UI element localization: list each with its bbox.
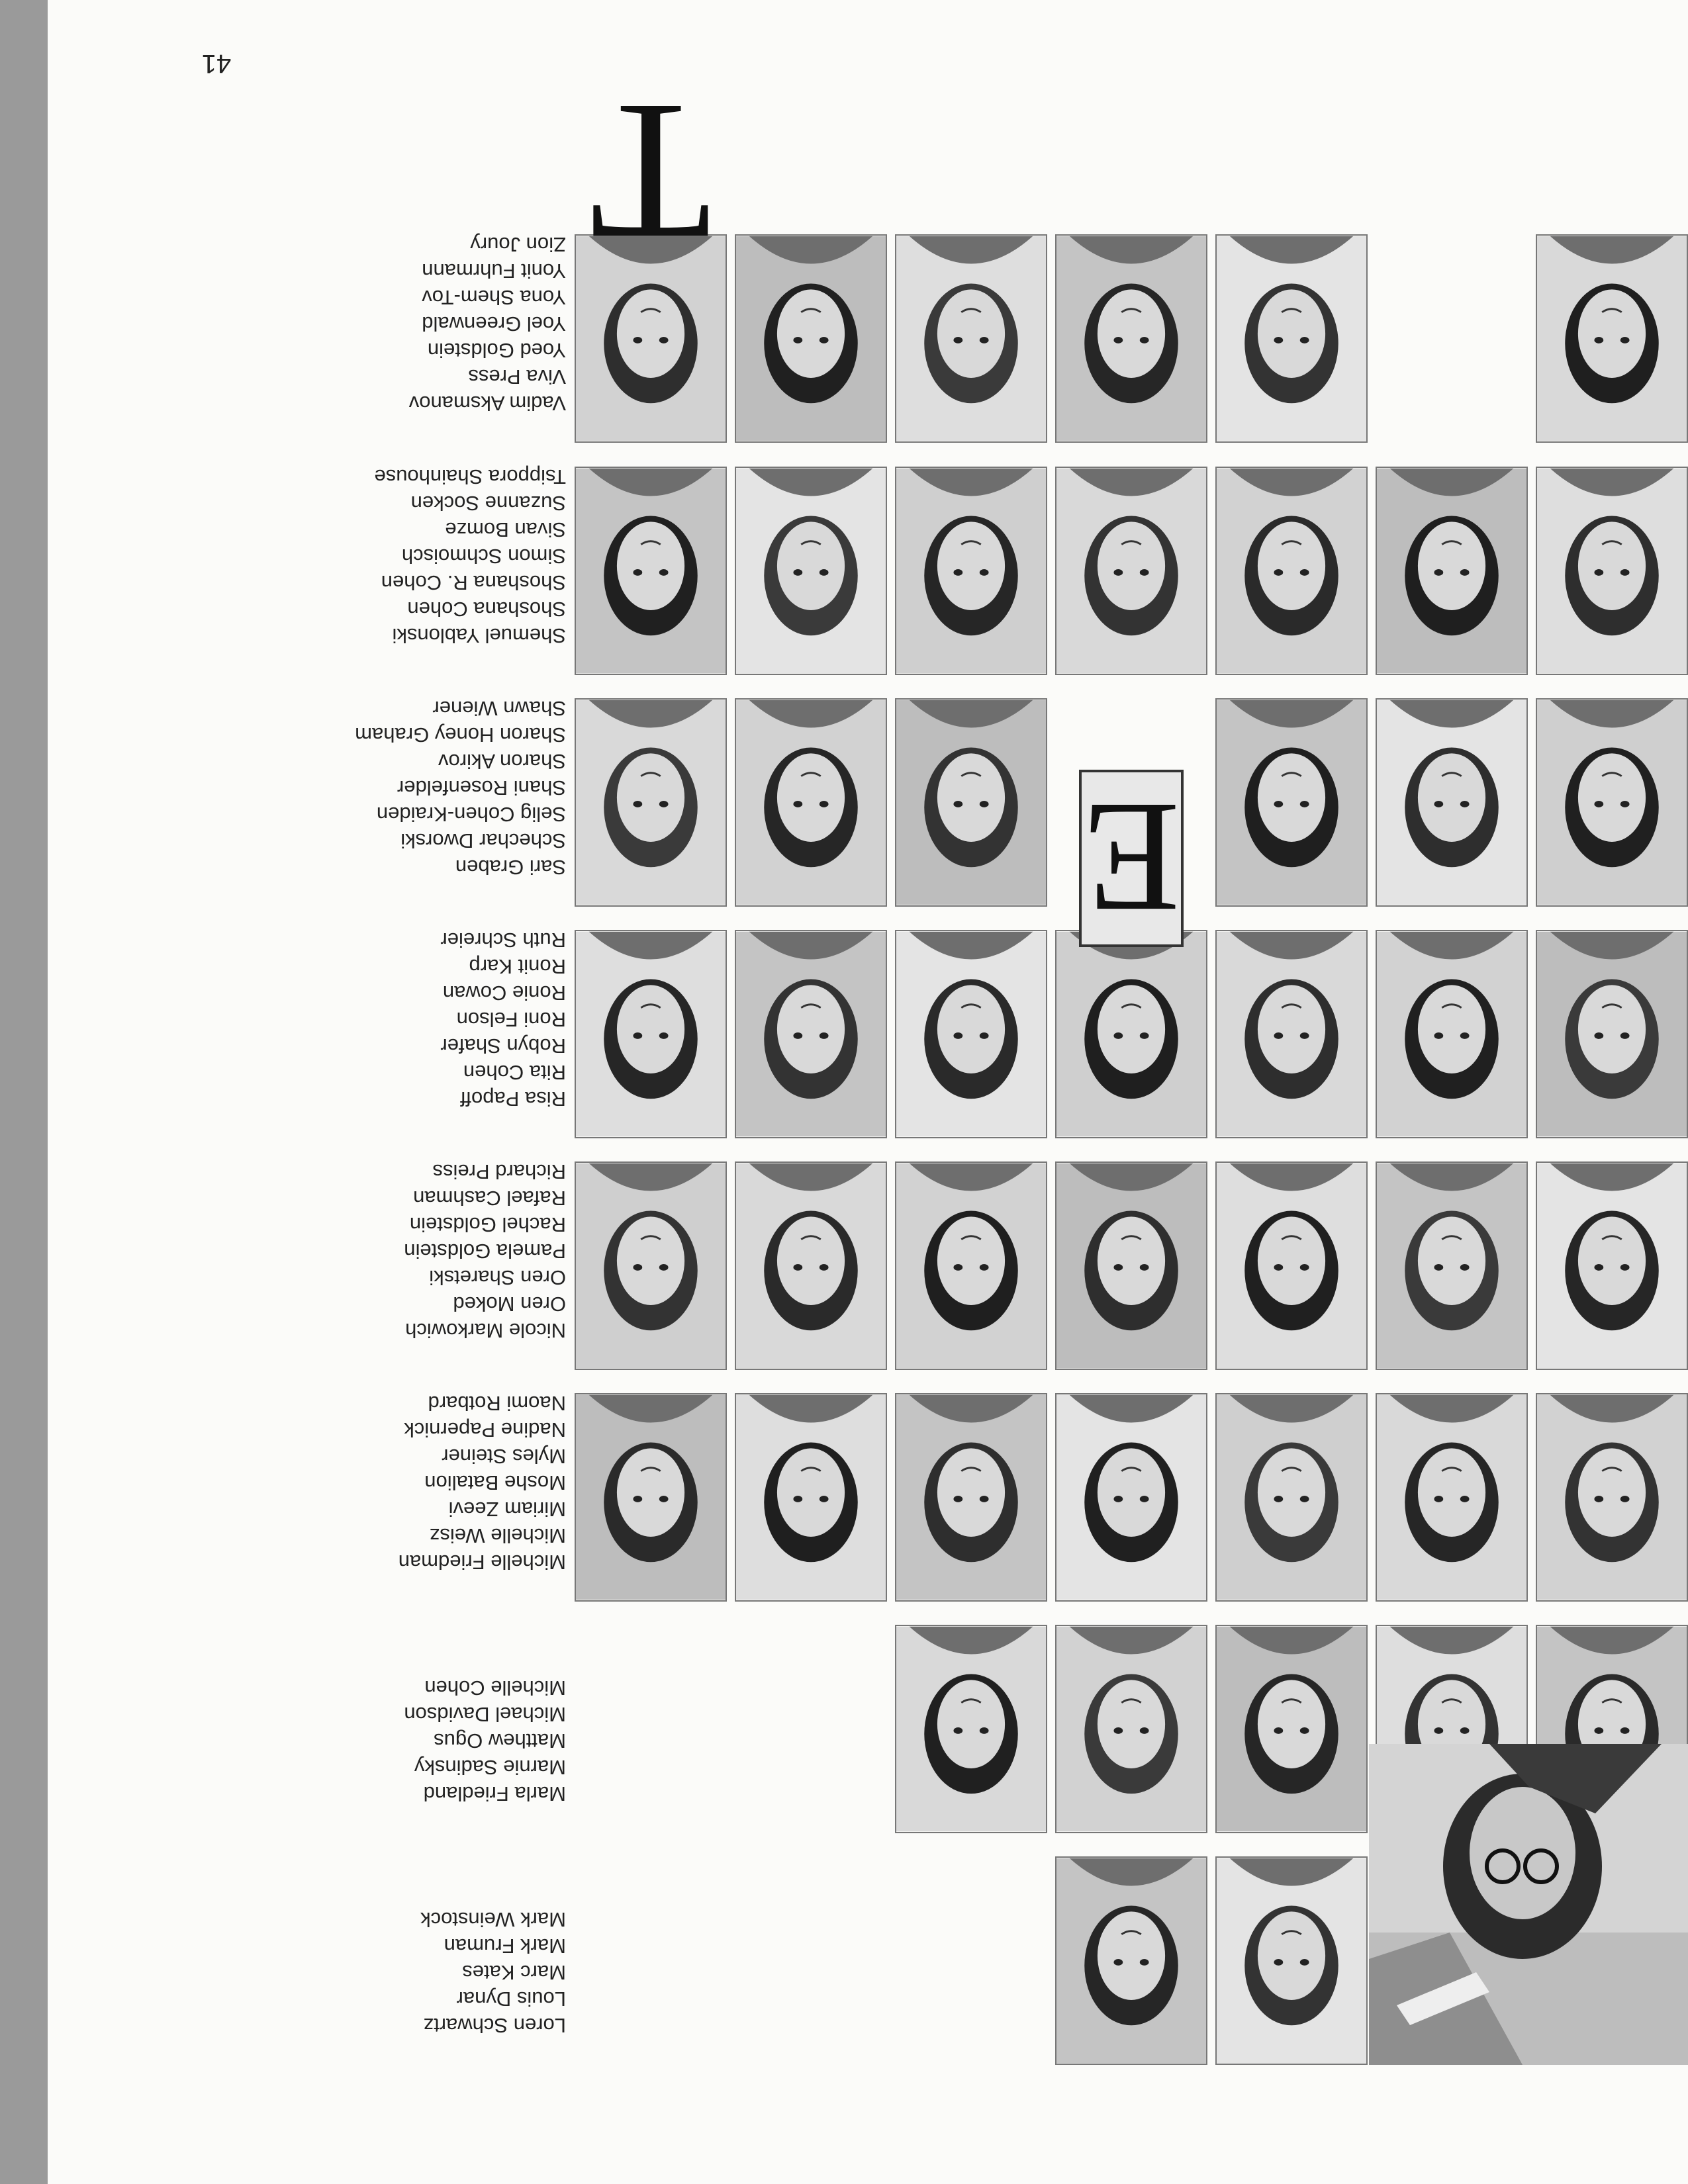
student-name: Yona Shem-Tov xyxy=(422,286,566,309)
student-name: Rachel Goldstein xyxy=(409,1213,566,1236)
student-name: Loren Schwartz xyxy=(423,2014,566,2037)
student-portrait xyxy=(1215,234,1368,443)
student-name: Rita Cohen xyxy=(463,1061,566,1084)
student-name: Shoshana R. Cohen xyxy=(381,571,566,594)
yearbook-page xyxy=(48,0,1688,2184)
decorative-letter-t-block xyxy=(575,63,727,283)
student-name: Vadim Aksmanov xyxy=(408,392,566,415)
candid-photo-image xyxy=(1369,1744,1688,2065)
decorative-letter-t: T xyxy=(590,63,712,283)
student-name: Viva Press xyxy=(468,365,566,388)
student-portrait xyxy=(895,234,1047,443)
student-name: Sivan Bomze xyxy=(445,518,566,541)
student-name: Pamela Goldstein xyxy=(404,1240,566,1263)
student-name: Yoed Goldstein xyxy=(427,339,566,362)
student-name: Zion Joury xyxy=(470,233,566,256)
student-portrait xyxy=(1055,234,1207,443)
student-name: Yoel Greenwald xyxy=(422,312,566,336)
student-name: Michael Davidson xyxy=(404,1703,566,1726)
student-name: Myles Steiner xyxy=(442,1445,566,1468)
decorative-letter-e: E xyxy=(1079,770,1184,948)
student-name: Rafael Cashman xyxy=(413,1187,566,1210)
decorative-letter-e-block xyxy=(1055,754,1207,963)
student-name: Simon Schmoisch xyxy=(401,545,566,568)
student-name: Shemuel Yablonski xyxy=(392,624,566,647)
student-name: Ruth Schreier xyxy=(440,929,566,952)
student-portrait xyxy=(735,234,887,443)
student-name: Ronit Karp xyxy=(469,955,566,978)
student-name: Nicole Markowich xyxy=(405,1319,566,1342)
student-name: Naomi Rotbard xyxy=(428,1392,566,1415)
student-name: Nadine Papernick xyxy=(404,1418,566,1441)
student-name: Yonit Fuhrmann xyxy=(422,259,566,283)
student-name: Sari Graben xyxy=(455,856,566,879)
student-name: Matthew Ogus xyxy=(434,1729,566,1752)
page-number: 41 xyxy=(201,49,232,78)
name-list xyxy=(409,231,566,416)
student-name: Oren Moked xyxy=(453,1293,566,1316)
candid-photo xyxy=(1369,1744,1688,2065)
student-name: Tsippora Shainhouse xyxy=(374,465,566,488)
student-name: Sharon Akirov xyxy=(438,750,566,773)
student-name: Miriam Zeevi xyxy=(448,1498,566,1521)
student-name: Moshe Batalion xyxy=(424,1471,566,1494)
student-name: Ronie Cowan xyxy=(442,981,566,1005)
student-name: Suzanne Socken xyxy=(410,492,566,515)
student-portrait xyxy=(1536,234,1688,443)
student-name: Robyn Shafer xyxy=(440,1034,566,1058)
student-name: Marla Friedland xyxy=(423,1782,566,1805)
student-name: Michelle Cohen xyxy=(424,1676,566,1700)
student-name: Shoshana Cohen xyxy=(407,598,566,621)
student-name: Michelle Friedman xyxy=(398,1551,566,1574)
student-name: Sharon Honey Graham xyxy=(355,723,566,747)
student-name: Shawn Wiener xyxy=(432,697,566,720)
student-name: Shani Rosenfelder xyxy=(397,776,566,799)
student-name: Risa Papoff xyxy=(460,1087,566,1111)
student-name: Mark Fruman xyxy=(444,1934,566,1958)
student-name: Richard Preiss xyxy=(432,1160,566,1183)
student-name: Mark Weinstock xyxy=(420,1908,566,1931)
student-name: Michelle Weisz xyxy=(429,1524,566,1547)
student-name: Marnie Sadinsky xyxy=(414,1756,566,1779)
student-name: Oren Sharetski xyxy=(429,1266,566,1289)
student-name: Louis Dynar xyxy=(456,1987,566,2011)
student-name: Roni Felson xyxy=(456,1008,566,1031)
student-name: Selig Cohen-Kraiden xyxy=(376,803,566,826)
page-content xyxy=(48,0,1688,2184)
student-name: Schechar Dworski xyxy=(400,829,566,852)
student-name: Marc Kates xyxy=(462,1961,566,1984)
